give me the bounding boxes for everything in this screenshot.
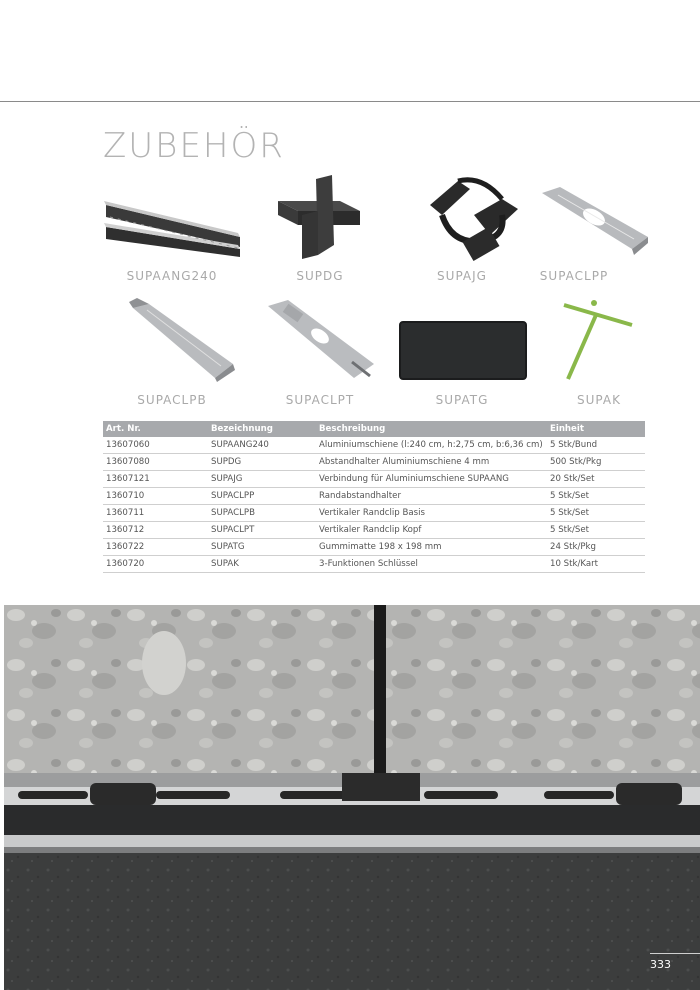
product-label: SUPACLPT: [285, 393, 355, 407]
cell-beschreibung: Abstandhalter Aluminiumschiene 4 mm: [316, 454, 547, 471]
header-beschreibung: Beschreibung: [316, 421, 547, 437]
rubber-mat-icon: [398, 320, 528, 382]
table-row: [103, 437, 645, 454]
page-title: ZUBEHÖR: [103, 126, 285, 166]
product-supajg: [422, 175, 522, 265]
table-row: [103, 539, 645, 556]
product-supak: [560, 295, 640, 385]
edge-clip-base-icon: [125, 298, 240, 383]
cell-art-nr: 1360712: [103, 522, 208, 539]
cell-bezeichnung: SUPATG: [208, 539, 316, 556]
aluminium-rail-icon: [100, 195, 245, 265]
cell-art-nr: 13607060: [103, 437, 208, 454]
cell-bezeichnung: SUPACLPB: [208, 505, 316, 522]
cell-beschreibung: Vertikaler Randclip Kopf: [316, 522, 547, 539]
product-label: SUPACLPP: [539, 269, 609, 283]
page-number-rule: [650, 953, 700, 954]
product-label: SUPAJG: [437, 269, 487, 283]
edge-spacer-plate-icon: [538, 183, 653, 263]
table-header-row: [103, 421, 645, 437]
product-supatg: [398, 320, 528, 382]
cell-bezeichnung: SUPDG: [208, 454, 316, 471]
header-art-nr: Art. Nr.: [103, 421, 208, 437]
table-row: [103, 522, 645, 539]
t-key-icon: [560, 295, 640, 385]
cell-einheit: 5 Stk/Set: [547, 505, 645, 522]
cell-art-nr: 13607121: [103, 471, 208, 488]
product-label: SUPAANG240: [126, 269, 218, 283]
cell-einheit: 500 Stk/Pkg: [547, 454, 645, 471]
cell-art-nr: 1360722: [103, 539, 208, 556]
top-rule: [0, 101, 700, 102]
product-supaang240: [100, 195, 245, 265]
cell-beschreibung: 3-Funktionen Schlüssel: [316, 556, 547, 573]
cell-beschreibung: Randabstandhalter: [316, 488, 547, 505]
cell-einheit: 5 Stk/Set: [547, 488, 645, 505]
cell-einheit: 5 Stk/Set: [547, 522, 645, 539]
cell-einheit: 20 Stk/Set: [547, 471, 645, 488]
product-label: SUPACLPB: [137, 393, 207, 407]
table-row: [103, 488, 645, 505]
cell-art-nr: 1360720: [103, 556, 208, 573]
cell-bezeichnung: SUPAANG240: [208, 437, 316, 454]
cell-beschreibung: Verbindung für Aluminiumschiene SUPAANG: [316, 471, 547, 488]
page-number: 333: [650, 958, 671, 971]
rail-connector-icon: [422, 175, 522, 265]
product-supaclpb: [125, 298, 240, 383]
product-label: SUPAK: [577, 393, 621, 407]
cell-einheit: 10 Stk/Kart: [547, 556, 645, 573]
product-supdg: [272, 175, 367, 265]
cell-einheit: 24 Stk/Pkg: [547, 539, 645, 556]
table-row: [103, 556, 645, 573]
spacer-block-icon: [272, 175, 367, 265]
cell-bezeichnung: SUPACLPP: [208, 488, 316, 505]
cell-einheit: 5 Stk/Bund: [547, 437, 645, 454]
table-row: [103, 471, 645, 488]
header-bezeichnung: Bezeichnung: [208, 421, 316, 437]
cell-art-nr: 1360711: [103, 505, 208, 522]
product-supaclpt: [262, 298, 377, 383]
cell-art-nr: 1360710: [103, 488, 208, 505]
header-einheit: Einheit: [547, 421, 645, 437]
cell-bezeichnung: SUPAJG: [208, 471, 316, 488]
table-row: [103, 454, 645, 471]
product-supaclpp: [538, 183, 653, 263]
table-row: [103, 505, 645, 522]
cell-bezeichnung: SUPACLPT: [208, 522, 316, 539]
product-label: SUPATG: [435, 393, 489, 407]
cell-beschreibung: Aluminiumschiene (l:240 cm, h:2,75 cm, b:6,36 cm): [316, 437, 547, 454]
cell-art-nr: 13607080: [103, 454, 208, 471]
spec-table: [103, 421, 645, 573]
cell-beschreibung: Vertikaler Randclip Basis: [316, 505, 547, 522]
cell-beschreibung: Gummimatte 198 x 198 mm: [316, 539, 547, 556]
edge-clip-top-icon: [262, 298, 377, 383]
cell-bezeichnung: SUPAK: [208, 556, 316, 573]
installation-photo: [4, 605, 700, 990]
product-label: SUPDG: [296, 269, 344, 283]
